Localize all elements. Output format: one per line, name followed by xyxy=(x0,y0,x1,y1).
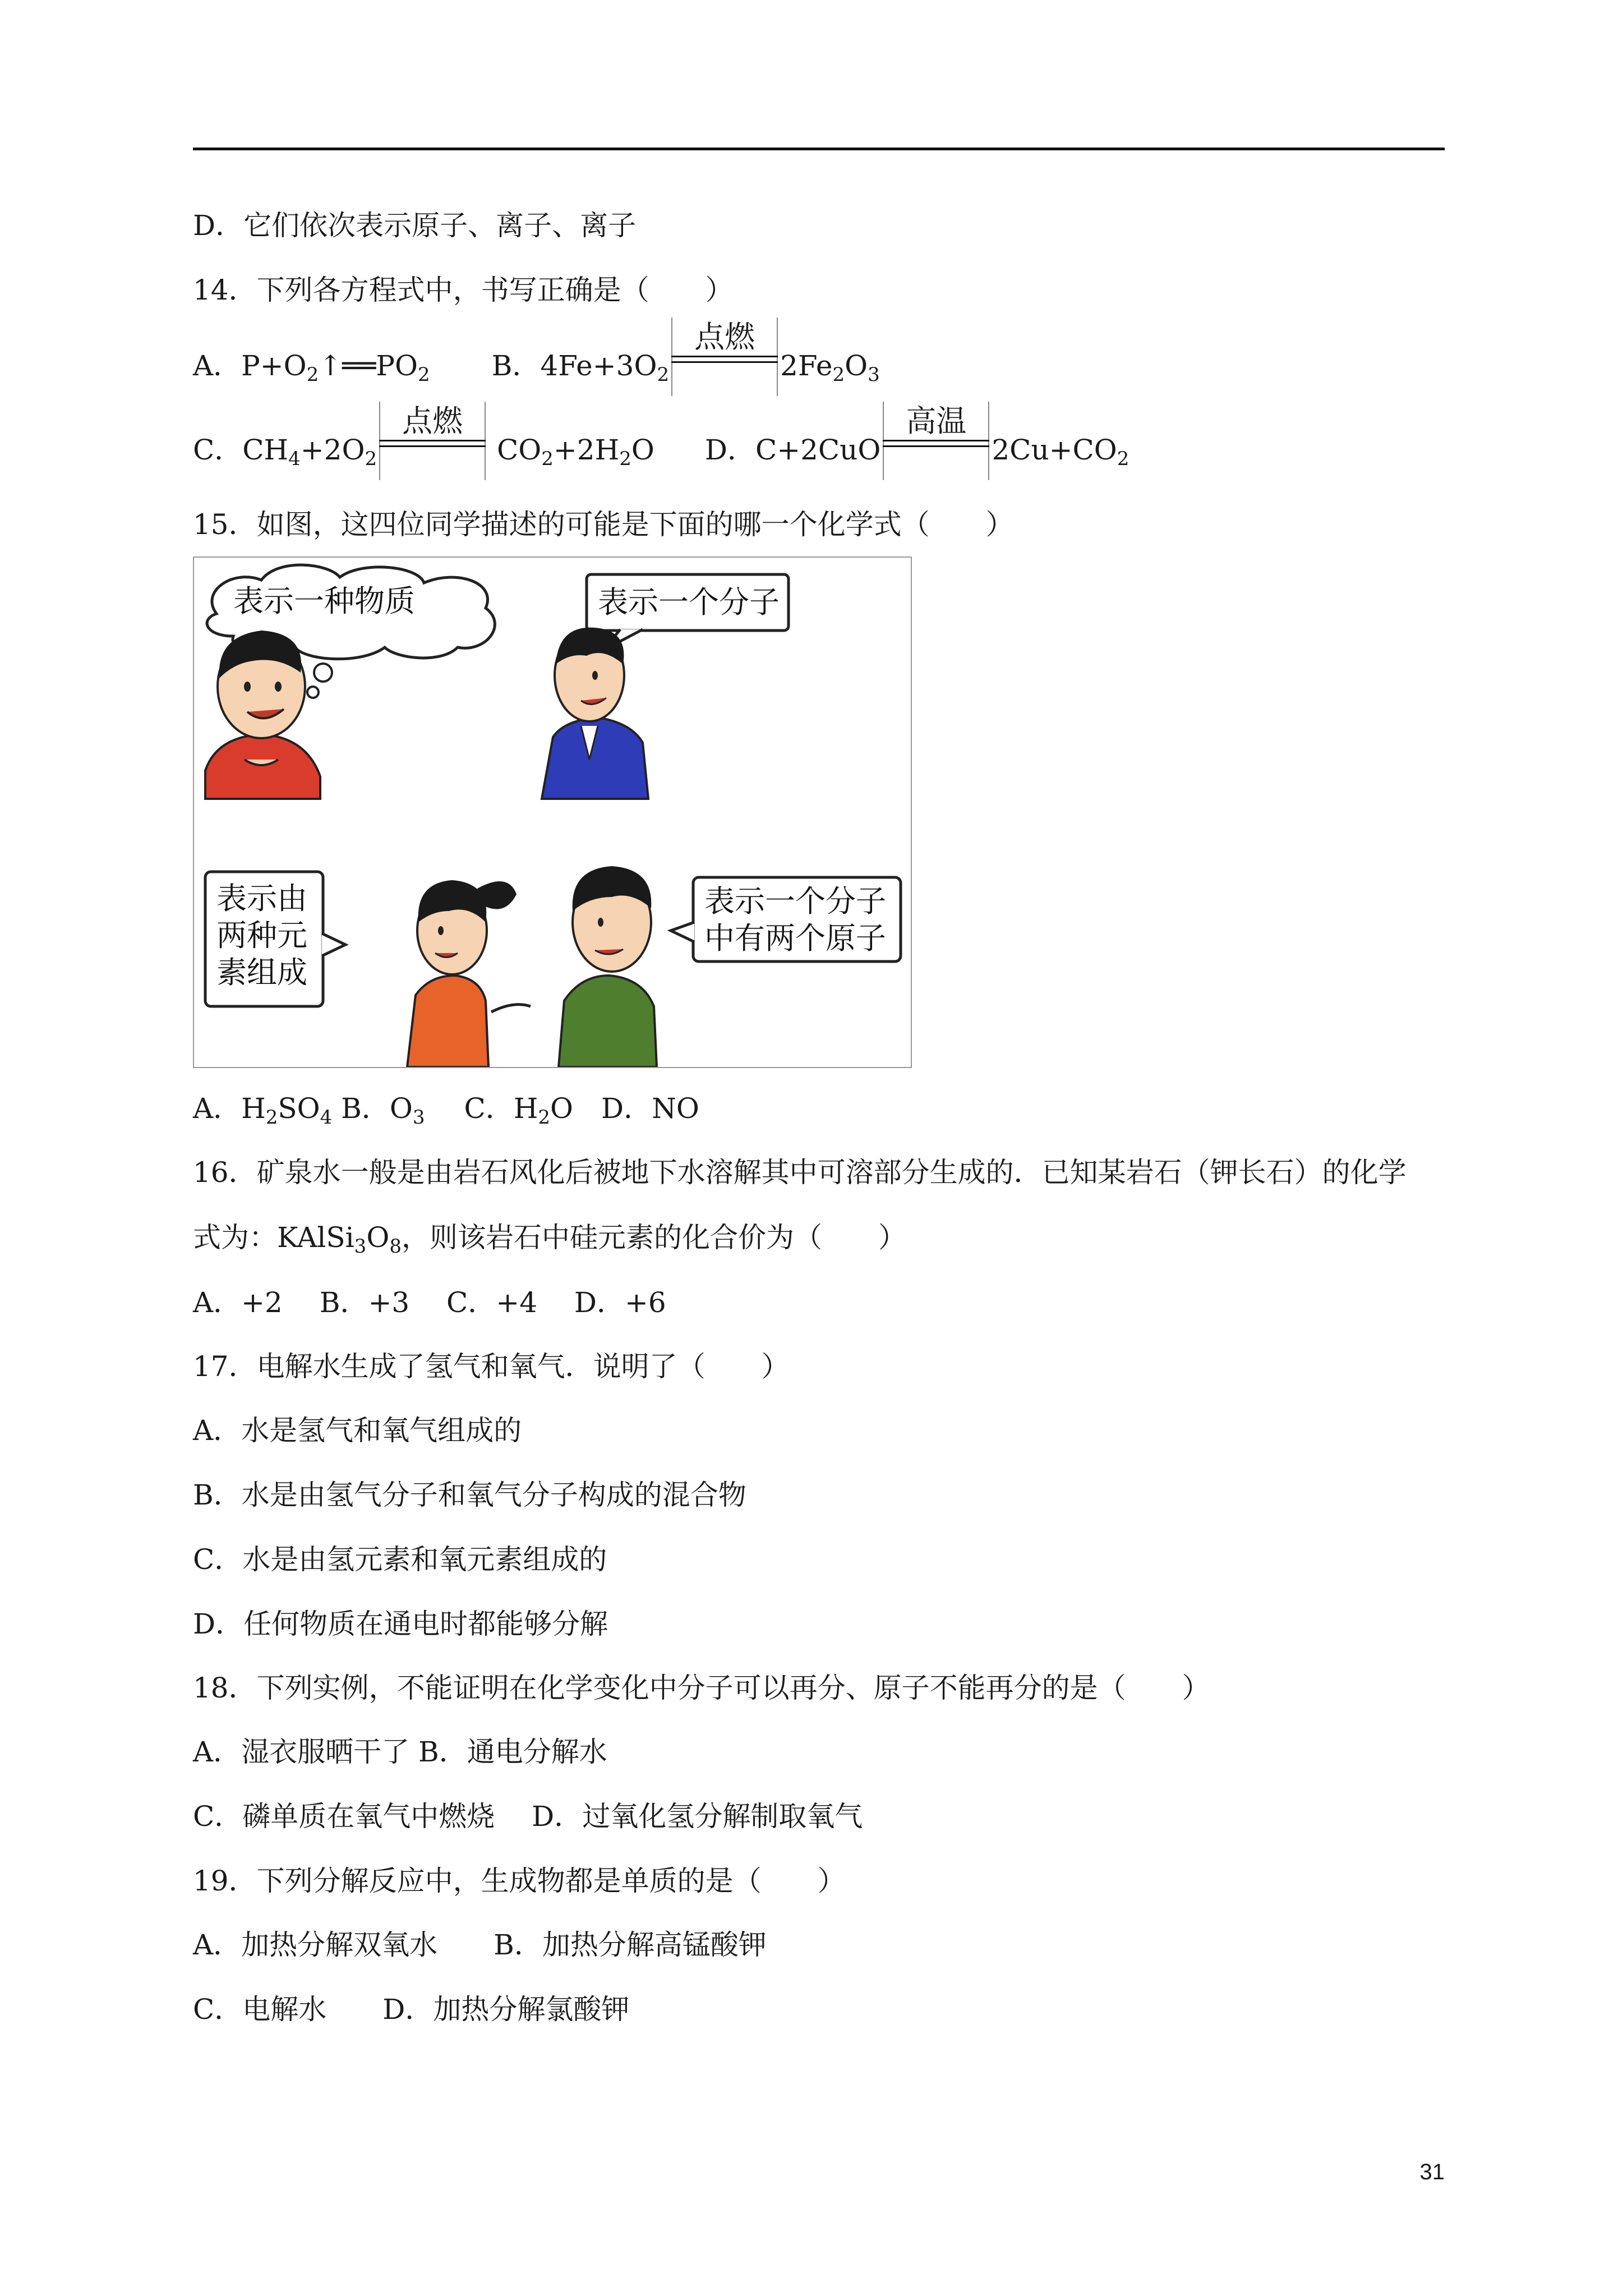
q15-options: A．$H_2SO_4$ B．$O_3$ C．$H_2O$ D．NO xyxy=(193,1092,699,1129)
q17-option-d: D．任何物质在通电时都能够分解 xyxy=(193,1608,608,1640)
q17-stem: 17．电解水生成了氢气和氧气．说明了（ ） xyxy=(193,1350,790,1383)
bubble-text-one-molecule: 表示一个分子 xyxy=(598,585,780,620)
q17-option-c: C．水是由氢元素和氧元素组成的 xyxy=(193,1543,607,1576)
q13-option-d: D．它们依次表示原子、离子、离子 xyxy=(193,209,637,242)
four-students-cartoon xyxy=(193,556,912,1068)
bubble-text-two-elements: 表示由 两种元 素组成 xyxy=(216,881,307,990)
header-rule xyxy=(193,148,1445,150)
q17-option-b: B．水是由氢气分子和氧气分子构成的混合物 xyxy=(193,1479,746,1511)
q19-stem: 19．下列分解反应中，生成物都是单质的是（ ） xyxy=(193,1865,846,1897)
q18-options-ab: A．湿衣服晒干了 B．通电分解水 xyxy=(193,1736,607,1768)
q18-options-cd: C．磷单质在氧气中燃烧 D．过氧化氢分解制取氧气 xyxy=(193,1800,863,1833)
q14-options-ab: A．$P+O_2↑══PO_2$ B．$4Fe+3O_2$ 点燃 $2Fe_2O_3$ xyxy=(193,349,880,385)
q18-stem: 18．下列实例，不能证明在化学变化中分子可以再分、原子不能再分的是（ ） xyxy=(193,1672,1210,1704)
bubble-text-two-atoms: 表示一个分子 中有两个原子 xyxy=(704,884,886,956)
q14-stem: 14．下列各方程式中，书写正确是（ ） xyxy=(193,274,734,306)
q16-stem-line1: 16．矿泉水一般是由岩石风化后被地下水溶解其中可溶部分生成的．已知某岩石（钾长石）的化学 xyxy=(193,1156,1407,1189)
q19-options-ab: A．加热分解双氧水 B．加热分解高锰酸钾 xyxy=(193,1929,767,1961)
q17-option-a: A．水是氢气和氧气组成的 xyxy=(193,1414,522,1447)
condition-mark-high-temperature: 高温 xyxy=(883,435,989,469)
condition-mark-burn: 点燃 xyxy=(379,435,486,469)
q19-options-cd: C．电解水 D．加热分解氯酸钾 xyxy=(193,1993,630,2026)
q16-options: A．+2 B．+3 C．+4 D．+6 xyxy=(193,1286,666,1319)
bubble-text-substance: 表示一种物质 xyxy=(233,583,415,619)
q15-stem: 15．如图，这四位同学描述的可能是下面的哪一个化学式（ ） xyxy=(193,508,1014,541)
condition-mark-burn: 点燃 xyxy=(671,351,778,385)
page-number: 31 xyxy=(1419,2160,1445,2184)
q16-stem-line2: 式为：$KAlSi_3O_8$，则该岩石中硅元素的化合价为（ ） xyxy=(193,1221,906,1258)
q14-options-cd: C．$CH_4+2O_2$ 点燃 $CO_2+2H_2O$ D．C+2CuO 高温 $2Cu+CO_2$ xyxy=(193,433,1129,469)
